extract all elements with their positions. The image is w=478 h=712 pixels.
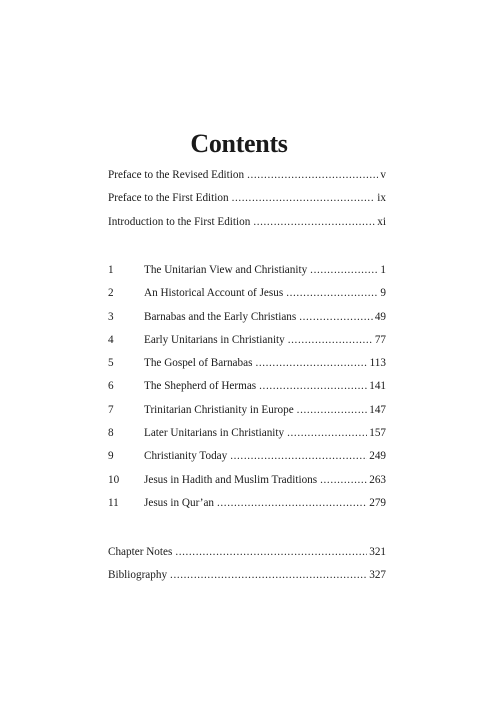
chapter-number: 5 xyxy=(108,357,114,370)
chapter-number: 6 xyxy=(108,380,114,393)
toc-chapter-entry[interactable] xyxy=(108,286,386,309)
toc-chapter-entry[interactable] xyxy=(108,263,386,286)
chapter-title: The Unitarian View and Christianity xyxy=(144,264,308,276)
chapter-page: 147 xyxy=(369,403,386,416)
chapter-title: Barnabas and the Early Christians xyxy=(144,310,297,323)
dot-leader xyxy=(320,473,367,487)
toc-entry[interactable] xyxy=(108,215,386,238)
toc-chapter-entry[interactable] xyxy=(108,333,386,356)
chapter-title: An Historical Account of Jesus xyxy=(144,287,284,300)
chapter-title: The Shepherd of Hermas xyxy=(144,380,257,393)
toc-chapter-entry[interactable] xyxy=(108,403,386,426)
dot-leader xyxy=(259,379,367,393)
dot-leader xyxy=(287,426,367,440)
chapter-page: 9 xyxy=(380,287,386,300)
toc-entry-page: 327 xyxy=(369,569,386,582)
dot-leader xyxy=(288,333,373,347)
toc-entry-title: Preface to the First Edition xyxy=(108,192,229,205)
chapter-number: 1 xyxy=(108,264,114,276)
toc-entry[interactable] xyxy=(108,568,386,591)
dot-leader xyxy=(255,356,367,370)
chapter-page: 113 xyxy=(369,357,386,370)
toc-entry-title: Bibliography xyxy=(108,569,168,582)
toc-entry[interactable] xyxy=(108,191,386,214)
toc-entry-title: Preface to the Revised Edition xyxy=(108,169,245,181)
toc-chapter-entry[interactable] xyxy=(108,426,386,449)
chapter-number: 8 xyxy=(108,427,114,440)
chapter-page: 263 xyxy=(369,473,386,486)
toc-chapter-entry[interactable] xyxy=(108,310,386,333)
chapter-page: 49 xyxy=(374,310,386,323)
toc-entry-page: ix xyxy=(377,192,386,205)
dot-leader xyxy=(230,449,367,463)
chapter-page: 157 xyxy=(369,427,386,440)
front-matter-list xyxy=(108,168,386,238)
chapter-title: Trinitarian Christianity in Europe xyxy=(144,403,294,416)
dot-leader xyxy=(253,215,375,229)
toc-entry-page: v xyxy=(380,169,386,181)
dot-leader xyxy=(286,286,378,300)
chapter-page: 279 xyxy=(369,496,386,509)
toc-entry[interactable] xyxy=(108,545,386,568)
chapter-page: 1 xyxy=(380,264,386,276)
page-title: Contents xyxy=(190,129,288,159)
toc-entry-title: Introduction to the First Edition xyxy=(108,215,251,228)
dot-leader xyxy=(247,168,378,182)
chapter-title: Jesus in Qur’an xyxy=(144,496,215,509)
chapter-list xyxy=(108,263,386,519)
dot-leader xyxy=(232,191,376,205)
chapter-number: 3 xyxy=(108,310,114,323)
back-matter-list xyxy=(108,545,386,592)
chapter-page: 77 xyxy=(374,333,386,346)
chapter-title: Christianity Today xyxy=(144,450,228,463)
toc-chapter-entry[interactable] xyxy=(108,473,386,496)
chapter-page: 141 xyxy=(369,380,386,393)
toc-entry-page: 321 xyxy=(369,546,386,558)
chapter-title: Jesus in Hadith and Muslim Traditions xyxy=(144,473,318,486)
dot-leader xyxy=(217,496,367,510)
chapter-title: Later Unitarians in Christianity xyxy=(144,427,285,440)
chapter-number: 7 xyxy=(108,403,114,416)
dot-leader xyxy=(310,263,378,277)
chapter-number: 9 xyxy=(108,450,114,463)
chapter-page: 249 xyxy=(369,450,386,463)
chapter-number: 10 xyxy=(108,473,120,486)
chapter-number: 2 xyxy=(108,287,114,300)
dot-leader xyxy=(170,568,367,582)
dot-leader xyxy=(175,545,367,559)
chapter-title: The Gospel of Barnabas xyxy=(144,357,253,370)
toc-entry[interactable] xyxy=(108,168,386,191)
dot-leader xyxy=(299,310,373,324)
chapter-number: 11 xyxy=(108,496,119,509)
dot-leader xyxy=(297,403,368,417)
toc-chapter-entry[interactable] xyxy=(108,449,386,472)
toc-chapter-entry[interactable] xyxy=(108,496,386,519)
toc-entry-title: Chapter Notes xyxy=(108,546,173,558)
chapter-title: Early Unitarians in Christianity xyxy=(144,333,285,346)
chapter-number: 4 xyxy=(108,333,114,346)
toc-chapter-entry[interactable] xyxy=(108,356,386,379)
toc-entry-page: xi xyxy=(377,215,386,228)
toc-chapter-entry[interactable] xyxy=(108,379,386,402)
